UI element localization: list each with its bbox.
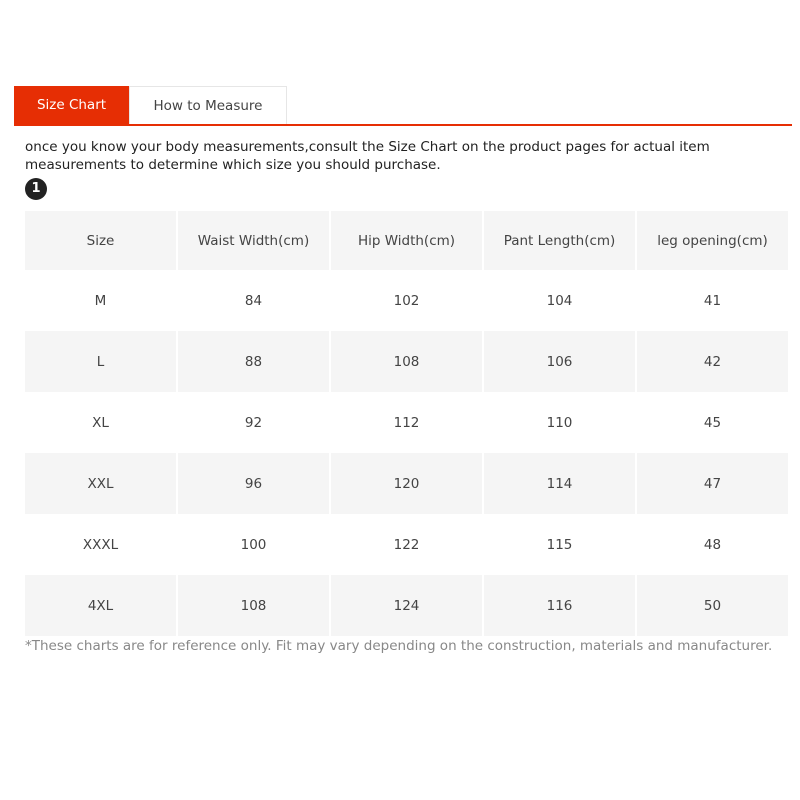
table-cell: 106 xyxy=(484,331,635,392)
table-cell: 108 xyxy=(331,331,482,392)
table-cell: leg opening(cm) xyxy=(637,211,788,270)
table-row xyxy=(25,331,788,392)
table-cell: Waist Width(cm) xyxy=(178,211,329,270)
table-cell: 45 xyxy=(703,414,722,431)
table-cell: XXXL xyxy=(82,536,119,553)
table-cell: 102 xyxy=(393,292,420,309)
tab-how-to-measure[interactable]: How to Measure xyxy=(129,86,287,124)
table-cell: 108 xyxy=(178,575,329,636)
table-cell: 110 xyxy=(546,414,573,431)
table-cell: 92 xyxy=(244,414,263,431)
size-table xyxy=(23,211,790,636)
table-row xyxy=(25,575,788,636)
table-cell: 112 xyxy=(393,414,420,431)
reference-note: *These charts are for reference only. Fit may vary depending on the construction, materials and manufacturer. xyxy=(25,638,773,654)
table-cell: 116 xyxy=(484,575,635,636)
table-row xyxy=(25,270,788,331)
table-cell: 47 xyxy=(637,453,788,514)
table-cell: 124 xyxy=(331,575,482,636)
table-cell: 100 xyxy=(240,536,267,553)
table-cell: 48 xyxy=(703,536,722,553)
table-cell: Hip Width(cm) xyxy=(331,211,482,270)
table-cell: 104 xyxy=(546,292,573,309)
table-cell: 84 xyxy=(244,292,263,309)
table-row xyxy=(25,514,788,575)
table-cell: XL xyxy=(92,414,109,431)
table-header-row xyxy=(25,211,788,270)
table-cell: 50 xyxy=(637,575,788,636)
table-cell: M xyxy=(94,292,107,309)
tab-size-chart[interactable]: Size Chart xyxy=(14,86,129,124)
intro-text: once you know your body measurements,consult the Size Chart on the product pages for actual item measurements to determine which size you should purchase. xyxy=(25,139,710,173)
table-cell: XXL xyxy=(25,453,176,514)
table-cell: Pant Length(cm) xyxy=(484,211,635,270)
table-cell: 41 xyxy=(703,292,722,309)
table-cell: 42 xyxy=(637,331,788,392)
table-cell: 122 xyxy=(393,536,420,553)
table-cell: 96 xyxy=(178,453,329,514)
table-cell: 114 xyxy=(484,453,635,514)
table-row xyxy=(25,453,788,514)
table-cell: 88 xyxy=(178,331,329,392)
table-cell: 120 xyxy=(331,453,482,514)
table-cell: 115 xyxy=(546,536,573,553)
step-badge: 1 xyxy=(25,178,47,200)
table-cell: L xyxy=(25,331,176,392)
table-row xyxy=(25,392,788,453)
tab-bar xyxy=(14,86,792,126)
table-cell: Size xyxy=(25,211,176,270)
table-cell: 4XL xyxy=(25,575,176,636)
